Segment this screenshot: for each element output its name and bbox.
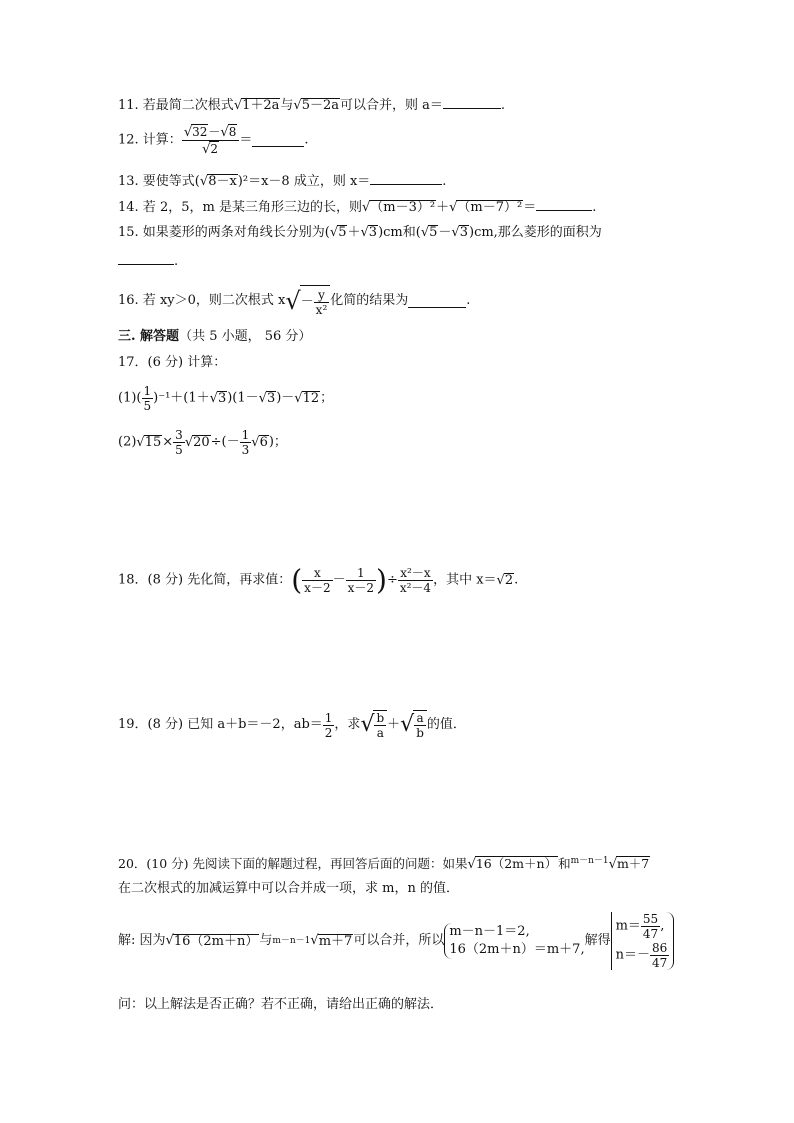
q13-radicand: 8－x bbox=[208, 174, 237, 189]
question-17 bbox=[118, 354, 226, 372]
question-14 bbox=[118, 198, 596, 217]
question-15: 15. 如果菱形的两条对角线长分别为(√5＋√3)cm和(√5－√3)cm,那么菱形的面积为 bbox=[118, 225, 602, 240]
q17-p2-den: 5 bbox=[175, 443, 183, 457]
q14-eq: ＝ bbox=[523, 200, 537, 215]
q17-p2-num-2: 1 bbox=[241, 428, 250, 442]
q12-eq: ＝ bbox=[239, 132, 253, 148]
q20-radicand-2: m＋7 bbox=[616, 856, 650, 872]
q20-sol-radicand-1: 16（2m＋n） bbox=[173, 933, 259, 949]
q20-n-num: 86 bbox=[651, 941, 668, 955]
question-20-ask bbox=[118, 996, 443, 1014]
q20-sol-mid: 可以合并，所以 bbox=[353, 933, 445, 948]
q15-minus: － bbox=[438, 225, 452, 240]
q17-p1-num: 1 bbox=[143, 384, 152, 398]
q15-c: 5 bbox=[429, 225, 438, 240]
q19-f2-den: b bbox=[416, 726, 424, 740]
q14-plus: ＋ bbox=[436, 200, 450, 215]
q18-a-num: x bbox=[313, 566, 321, 580]
q20-question: 问：以上解法是否正确？若不正确，请给出正确的解法． bbox=[118, 997, 444, 1012]
question-18: 18．(8 分) 先化简，再求值：( $\frac{x}{x-2}$ － $\frac{1}{x-2}$ )÷ $\frac{\text{x²－x}}{\text{x²－4}}$ ，其中 x＝√2. bbox=[118, 563, 519, 597]
q14-prefix: 14. 若 2，5，m 是某三角形三边的长，则 bbox=[118, 200, 362, 215]
q11-radicand-1: 1＋2a bbox=[242, 98, 280, 113]
q17-p2-num: 3 bbox=[175, 428, 183, 442]
q17-p2-r1: 15 bbox=[144, 435, 162, 450]
q15-a: 5 bbox=[338, 225, 347, 240]
q11-suffix: 可以合并，则 a＝ bbox=[340, 98, 443, 113]
question-15-line-2 bbox=[118, 252, 178, 271]
question-11 bbox=[118, 96, 505, 115]
sqrt-icon: √ bbox=[233, 98, 243, 113]
q14-end: . bbox=[592, 200, 597, 215]
q19-plus: ＋ bbox=[387, 717, 401, 732]
q11-end: . bbox=[500, 98, 506, 113]
sqrt-icon: √ bbox=[285, 287, 301, 315]
q17-p1-r1: 3 bbox=[217, 391, 227, 406]
question-20: 20．(10 分) 先阅读下面的解题过程，再回答后面的问题：如果√16（2m＋n）和$^{m-n-1}$√m＋7 bbox=[118, 856, 650, 873]
q17-p1-exp: )⁻¹＋(1＋ bbox=[153, 390, 210, 406]
sqrt-icon: √ bbox=[361, 200, 371, 215]
q20-root-index: m－n－1 bbox=[570, 856, 609, 866]
q15-end: . bbox=[174, 254, 179, 269]
q17-p2-div: ÷(－ bbox=[210, 434, 240, 450]
q20-line-2: 在二次根式的加减运算中可以合并成一项，求 m，n 的值． bbox=[118, 881, 459, 896]
q20-sol-radicand-2: m＋7 bbox=[318, 933, 353, 949]
q20-and: 和 bbox=[558, 856, 571, 872]
q15-suffix: )cm,那么菱形的面积为 bbox=[469, 225, 602, 240]
q18-b-den: x－2 bbox=[347, 581, 374, 595]
q19-den: 2 bbox=[324, 725, 333, 740]
sqrt-icon: √ bbox=[293, 98, 302, 113]
q11-mid: 与 bbox=[280, 98, 294, 113]
q17-p1-m1: )(1－ bbox=[227, 390, 259, 406]
q17-p1-r2: 3 bbox=[266, 391, 276, 406]
q20-m-num: 55 bbox=[642, 912, 659, 926]
sqrt-icon: √ bbox=[199, 174, 209, 189]
q20-m-end: , bbox=[660, 918, 665, 934]
q14-radicand-1: （m－3）² bbox=[370, 200, 436, 215]
answer-blank bbox=[443, 96, 501, 109]
q17-head: 17．(6 分) 计算： bbox=[118, 355, 227, 370]
q18-head: 18．(8 分) 先化简，再求值： bbox=[118, 572, 292, 588]
q13-end: . bbox=[442, 174, 447, 189]
q20-head: 20．(10 分) 先阅读下面的解题过程，再回答后面的问题：如果 bbox=[118, 856, 468, 872]
q12-end: . bbox=[304, 132, 309, 148]
system-brace bbox=[444, 923, 584, 959]
q15-prefix: 15. 如果菱形的两条对角线长分别为( bbox=[118, 225, 330, 240]
q17-p1-den: 5 bbox=[143, 399, 152, 413]
q17-p1-m2: )－ bbox=[276, 390, 295, 406]
q15-plus: ＋ bbox=[347, 225, 361, 240]
question-13 bbox=[118, 172, 446, 191]
q17-p1-lead: (1)( bbox=[118, 390, 142, 406]
section-3-heading bbox=[118, 328, 311, 346]
answer-blank bbox=[536, 198, 592, 211]
question-20-solution: 解: 因为√16（2m＋n）与m－n－1√m＋7可以合并，所以 m－n－1＝2, 16（2m＋n）＝m＋7, 解得 m＝ $\frac{55}{47}$ , n＝－ $\frac{86}{47}$ bbox=[118, 912, 674, 970]
q20-sol-root-index: m－n－1 bbox=[272, 936, 311, 946]
answer-blank bbox=[118, 252, 174, 265]
question-17-part-1: (1)( $\frac{1}{5}$ )⁻¹＋(1＋√3)(1－√3)－√12； bbox=[118, 384, 334, 413]
q17-p1-r3: 12 bbox=[302, 391, 320, 406]
q16-end: . bbox=[466, 293, 471, 308]
q18-div: ÷ bbox=[386, 572, 398, 588]
q15-mid: )cm和( bbox=[378, 225, 421, 240]
q19-num: 1 bbox=[324, 710, 333, 725]
q16-den: x² bbox=[315, 303, 328, 317]
q17-p2-r2: 20 bbox=[193, 435, 210, 450]
sqrt-icon: √ bbox=[449, 200, 458, 215]
q18-suffix: ，其中 x＝ bbox=[433, 572, 497, 588]
q19-f2-num: a bbox=[416, 711, 424, 725]
result-brace bbox=[611, 912, 675, 970]
q20-m-den: 47 bbox=[642, 927, 659, 941]
q15-b: 3 bbox=[368, 225, 378, 240]
q18-a-den: x－2 bbox=[304, 581, 331, 595]
q20-m-label: m＝ bbox=[615, 918, 641, 934]
q16-radicand bbox=[300, 285, 331, 317]
q16-num: y bbox=[318, 288, 325, 302]
q20-sol-res: 解得 bbox=[584, 933, 611, 948]
q20-n-label: n＝－ bbox=[615, 947, 650, 963]
q16-prefix: 16. 若 xy＞0，则二次根式 x bbox=[118, 293, 286, 308]
question-12 bbox=[118, 124, 309, 157]
q20-sol-with: 与 bbox=[259, 933, 273, 948]
q13-prefix: 13. 要使等式( bbox=[118, 174, 200, 189]
q17-p1-end: ； bbox=[320, 390, 334, 406]
q17-p2-lead: (2) bbox=[118, 434, 137, 450]
q19-end: 的值． bbox=[426, 717, 466, 732]
q19-f1-num: b bbox=[376, 711, 385, 725]
q19-mid: ，求 bbox=[334, 717, 361, 732]
question-19: 19．(8 分) 已知 a＋b＝－2，ab＝ $\frac{1}{2}$ ，求√ $\frac{b}{a}$ ＋√ $\frac{a}{b}$ 的值． bbox=[118, 710, 466, 740]
section-3-sub: （共 5 小题， 56 分） bbox=[179, 329, 312, 344]
q12-den-radicand: 2 bbox=[210, 142, 219, 156]
q12-num-radicand-2: 8 bbox=[228, 125, 237, 139]
q20-sol-lead: 解: 因为 bbox=[118, 933, 166, 948]
q16-minus: － bbox=[300, 294, 314, 310]
q20-n-den: 47 bbox=[651, 956, 668, 970]
q12-num-radicand-1: 32 bbox=[192, 125, 208, 139]
q18-c-den: x²－4 bbox=[399, 581, 432, 595]
section-3-title: 三. 解答题 bbox=[118, 329, 180, 344]
q18-c-num: x²－x bbox=[400, 566, 431, 580]
q18-minus: － bbox=[332, 572, 346, 588]
q20-eq-2: 16（2m＋n）＝m＋7, bbox=[449, 942, 585, 957]
q16-suffix: 化简的结果为 bbox=[330, 293, 409, 308]
q12-prefix: 12. 计算： bbox=[118, 132, 182, 148]
q17-p2-times: × bbox=[162, 434, 174, 450]
answer-blank bbox=[252, 134, 304, 147]
q18-b-num: 1 bbox=[356, 566, 365, 580]
question-16 bbox=[118, 285, 470, 317]
q18-radicand: 2 bbox=[504, 573, 514, 588]
q17-p2-r3: 6 bbox=[259, 435, 268, 450]
q15-d: 3 bbox=[459, 225, 468, 240]
q19-head: 19．(8 分) 已知 a＋b＝－2，ab＝ bbox=[118, 717, 323, 732]
q19-f1-den: a bbox=[374, 725, 386, 740]
q18-end: . bbox=[514, 572, 519, 588]
q17-p2-den-2: 3 bbox=[241, 443, 250, 457]
q17-p2-end: )； bbox=[268, 434, 287, 450]
answer-blank bbox=[408, 295, 466, 308]
q14-radicand-2: （m－7）² bbox=[457, 200, 523, 215]
right-paren-icon: ) bbox=[376, 563, 387, 597]
q20-eq-1: m－n－1＝2, bbox=[449, 924, 530, 939]
left-paren-icon: ( bbox=[291, 563, 303, 597]
q11-prefix: 11. 若最简二次根式 bbox=[118, 98, 234, 113]
q12-fraction: $\frac{√32-√8}{√2}$ bbox=[182, 124, 240, 157]
q20-radicand-1: 16（2m＋n） bbox=[475, 856, 558, 872]
q13-mid: )²＝x－8 成立，则 x＝ bbox=[237, 174, 371, 189]
q11-radicand-2: 5－2a bbox=[301, 98, 340, 113]
answer-blank bbox=[370, 172, 442, 185]
question-17-part-2: (2)√15× $\frac{3}{5}$ √20÷(－ $\frac{1}{3}$ √6)； bbox=[118, 428, 287, 457]
question-20-line-2 bbox=[118, 880, 459, 898]
